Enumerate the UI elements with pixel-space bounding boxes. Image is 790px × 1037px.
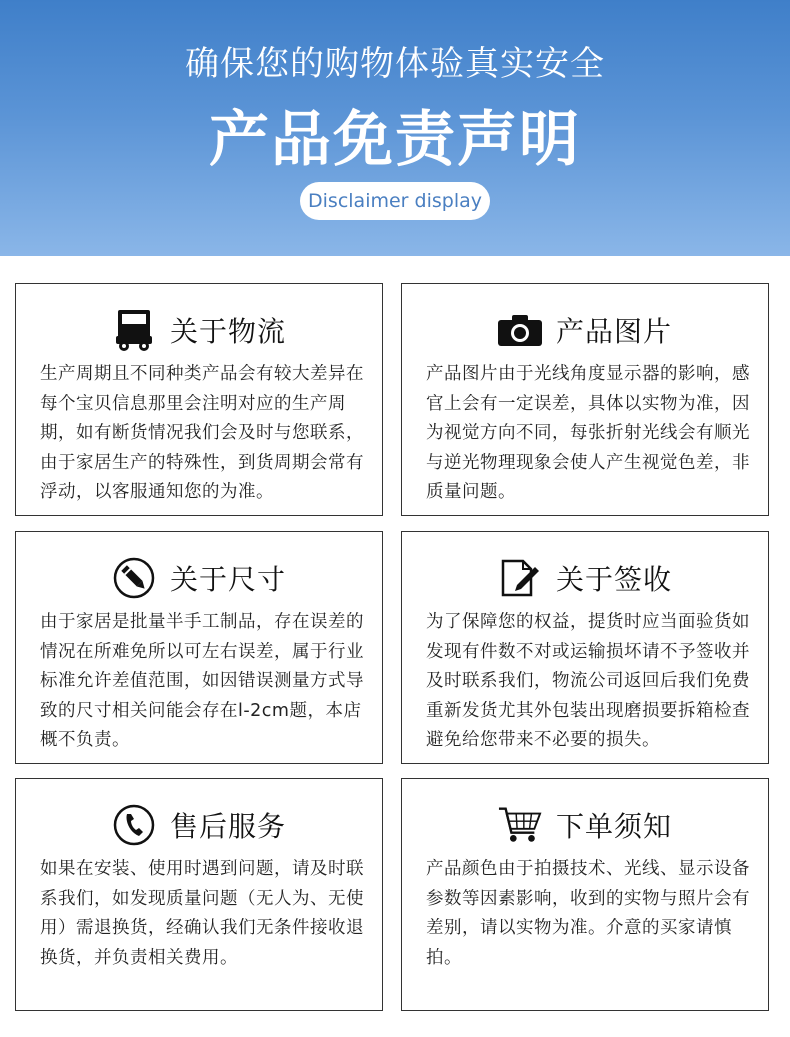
pencil-icon bbox=[112, 556, 156, 600]
card-title: 售后服务 bbox=[169, 810, 286, 843]
card-body: 为了保障您的权益，提货时应当面验货如发现有件数不对或运输损坏请不予签收并及时联系我们，物流公司返回后我们免费重新发货尤其外包装出现磨损要拆箱检查避免给您带来不必要的损失。 bbox=[426, 612, 750, 750]
card-logistics bbox=[15, 283, 383, 516]
card-title: 关于物流 bbox=[169, 315, 286, 348]
truck-icon bbox=[112, 308, 156, 352]
card-body: 产品颜色由于拍摄技术、光线、显示设备参数等因素影响，收到的实物与照片会有差别，请以实物为准。介意的买家请慎拍。 bbox=[426, 859, 750, 968]
card-title: 关于尺寸 bbox=[169, 563, 286, 596]
card-body: 生产周期且不同种类产品会有较大差异在每个宝贝信息那里会注明对应的生产周期，如有断货情况我们会及时与您联系，由于家居生产的特殊性，到货周期会常有浮动，以客服通知您的为准。 bbox=[40, 364, 364, 502]
card-sign-receipt bbox=[401, 531, 769, 764]
phone-icon bbox=[112, 803, 156, 847]
card-body: 如果在安装、使用时遇到问题，请及时联系我们，如发现质量问题（无人为、无使用）需退换货，经确认我们无条件接收退换货，并负责相关费用。 bbox=[40, 859, 364, 968]
card-body: 产品图片由于光线角度显示器的影响，感官上会有一定误差，具体以实物为准，因为视觉方向不同，每张折射光线会有顺光与逆光物理现象会使人产生视觉色差，非质量问题。 bbox=[426, 364, 750, 502]
card-body: 由于家居是批量半手工制品，存在误差的情况在所难免所以可左右误差，属于行业标准允许差值范围，如因错误测量方式导致的尺寸相关问能会存在l-2cm题，本店概不负责。 bbox=[40, 612, 364, 750]
card-title: 下单须知 bbox=[555, 810, 672, 843]
card-title: 产品图片 bbox=[555, 315, 672, 348]
card-dimensions bbox=[15, 531, 383, 764]
camera-icon bbox=[498, 308, 542, 352]
page-title: 产品免责声明 bbox=[209, 105, 581, 175]
card-order-notes bbox=[401, 778, 769, 1011]
card-product-images bbox=[401, 283, 769, 516]
card-after-sales bbox=[15, 778, 383, 1011]
page-subtitle: 确保您的购物体验真实安全 bbox=[185, 44, 605, 84]
header-banner bbox=[0, 0, 790, 256]
shopping-cart-icon bbox=[498, 803, 542, 847]
card-title: 关于签收 bbox=[555, 563, 672, 596]
sign-document-icon bbox=[498, 556, 542, 600]
disclaimer-badge: Disclaimer display bbox=[300, 182, 490, 220]
